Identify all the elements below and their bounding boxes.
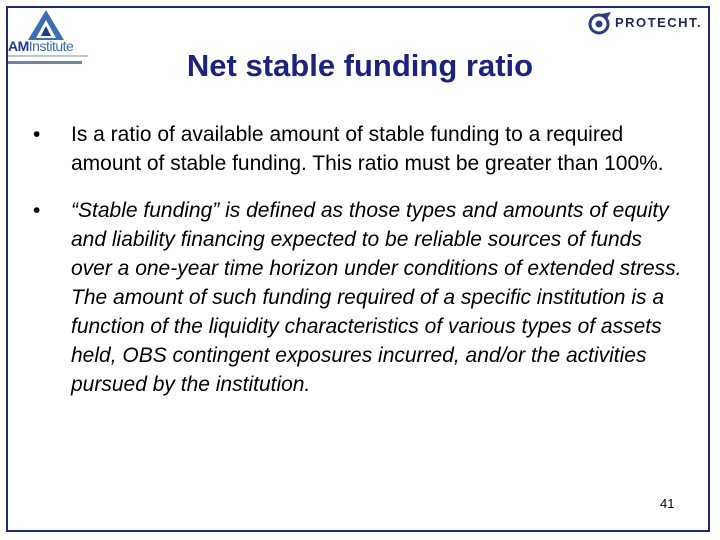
bullet-item <box>33 120 683 178</box>
am-institute-wordmark: AMInstitute <box>8 38 74 54</box>
bullet-item <box>33 196 683 399</box>
slide-title: Net stable funding ratio <box>186 48 534 83</box>
protecht-logo <box>587 10 712 36</box>
triangle-logo-icon <box>26 8 66 42</box>
protecht-wordmark: PROTECHT. <box>615 15 703 30</box>
protecht-swirl-icon <box>587 10 613 36</box>
bullet-icon: • <box>33 199 41 222</box>
bullet-text: Is a ratio of available amount of stable funding to a required amount of stable funding. This ratio must be greater than 100%. <box>71 123 664 175</box>
bullet-icon: • <box>33 123 41 146</box>
page-number: 41 <box>660 496 675 511</box>
bullet-text: “Stable funding” is defined as those types and amounts of equity and liability financing expected to be reliable sources of funds over a one-year time horizon under conditions of extended stress. The amount of such funding required of a specific institution is a function of the liquidity characteristics of various types of assets held, OBS contingent exposures incurred, and/or the activities pursued by the institution. <box>71 199 682 396</box>
bullet-list <box>33 120 683 417</box>
